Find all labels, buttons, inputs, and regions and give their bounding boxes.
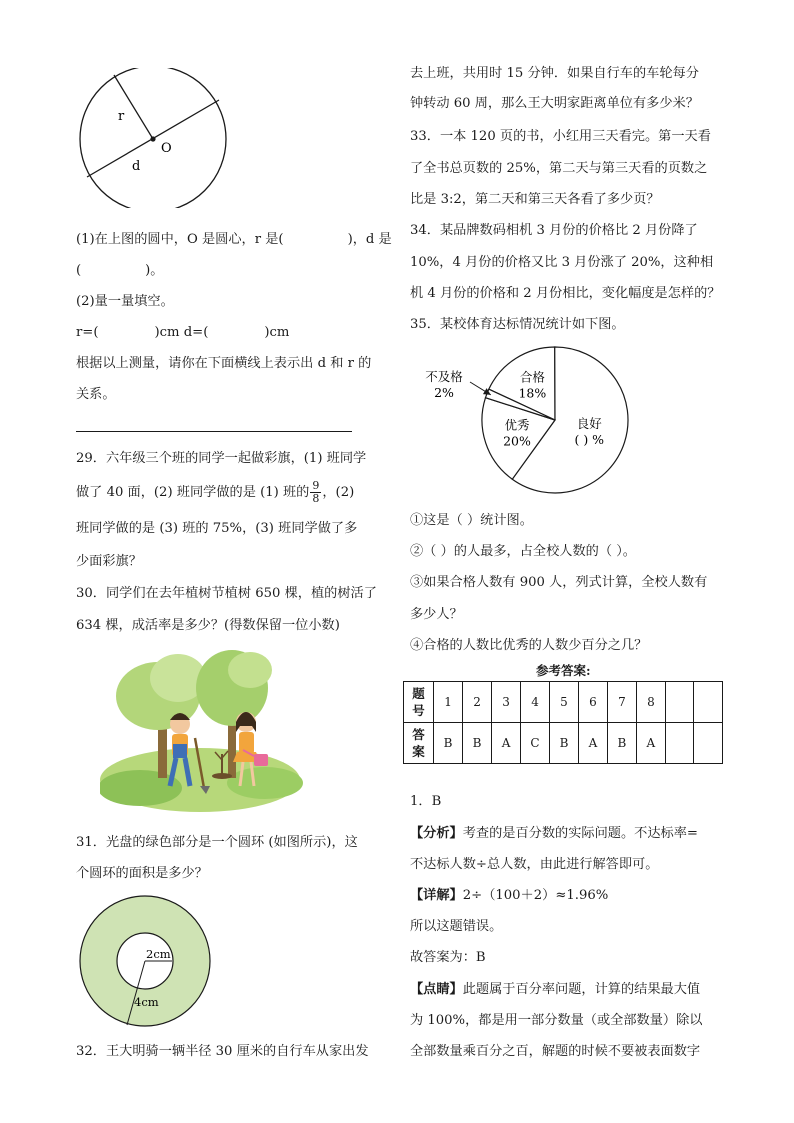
pie-label: 不及格 bbox=[425, 369, 463, 384]
q28-line2: ( )。 bbox=[76, 263, 164, 278]
pie-value-label: 2% bbox=[434, 385, 454, 400]
table-cell: 3 bbox=[492, 682, 521, 723]
solution-note1: 【点睛】此题属于百分率问题，计算的结果最大值 bbox=[410, 982, 701, 997]
q32-line2: 去上班，共用时 15 分钟．如果自行车的车轮每分 bbox=[410, 66, 699, 81]
q35-title: 35．某校体育达标情况统计如下图。 bbox=[410, 317, 625, 332]
pie-label: 良好 bbox=[576, 416, 602, 432]
table-cell: 8 bbox=[636, 682, 665, 723]
solution-number: 1．B bbox=[410, 794, 442, 809]
solution-detail: 【详解】2÷（100＋2）≈1.96% bbox=[410, 888, 609, 903]
solution-analysis1: 【分析】考查的是百分数的实际问题。不达标率= bbox=[410, 826, 698, 841]
q28-line4: r=( )cm d=( )cm bbox=[76, 325, 290, 340]
table-cell bbox=[694, 723, 723, 764]
q35-sub3b: 多少人？ bbox=[410, 607, 463, 622]
table-cell bbox=[665, 682, 694, 723]
solution-note3: 全部数量乘百分之百，解题的时候不要被表面数字 bbox=[410, 1044, 701, 1059]
pie-label: 优秀 bbox=[504, 417, 530, 433]
q35-sub3a: ③如果合格人数有 900 人，列式计算，全校人数有 bbox=[410, 575, 708, 590]
solution-analysis2: 不达标人数÷总人数，由此进行解答即可。 bbox=[410, 857, 659, 872]
q31-line1: 31．光盘的绿色部分是一个圆环 (如图所示)，这 bbox=[76, 835, 358, 850]
table-cell: B bbox=[434, 723, 463, 764]
solution-so: 所以这题错误。 bbox=[410, 919, 503, 934]
q29-line2: 做了 40 面，(2) 班同学做的是 (1) 班的 $\frac{9}{8}$ ，(2) bbox=[76, 479, 355, 505]
solution-answer: 故答案为：B bbox=[410, 950, 486, 965]
label-r: r bbox=[118, 109, 125, 124]
q28-line5: 根据以上测量，请你在下面横线上表示出 d 和 r 的 bbox=[76, 356, 372, 371]
q33-line1: 33．一本 120 页的书，小红用三天看完。第一天看 bbox=[410, 129, 711, 144]
q30-line2: 634 棵，成活率是多少？(得数保留一位小数) bbox=[76, 618, 340, 633]
label-o: O bbox=[161, 141, 172, 156]
table-cell: 6 bbox=[578, 682, 607, 723]
q28-line3: (2)量一量填空。 bbox=[76, 294, 174, 309]
q32-line1: 32．王大明骑一辆半径 30 厘米的自行车从家出发 bbox=[76, 1044, 369, 1059]
q31-line2: 个圆环的面积是多少？ bbox=[76, 866, 208, 881]
q34-line3: 机 4 月份的价格和 2 月份相比，变化幅度是怎样的？ bbox=[410, 286, 721, 301]
table-cell: 7 bbox=[607, 682, 636, 723]
answer-letter-row bbox=[404, 723, 723, 764]
q34-line1: 34．某品牌数码相机 3 月份的价格比 2 月份降了 bbox=[410, 223, 698, 238]
table-cell bbox=[694, 682, 723, 723]
pie-value-label: ( ) % bbox=[574, 432, 605, 448]
q28-line6: 关系。 bbox=[76, 387, 116, 402]
q33-line3: 比是 3:2，第二天和第三天各看了多少页？ bbox=[410, 192, 660, 207]
pie-value-label: 18% bbox=[518, 385, 547, 401]
tree-planting-illustration bbox=[100, 648, 310, 818]
q29-line4: 少面彩旗？ bbox=[76, 554, 142, 569]
table-cell: A bbox=[636, 723, 665, 764]
q34-line2: 10%，4 月份的价格又比 3 月份涨了 20%，这种相 bbox=[410, 255, 714, 270]
table-cell: A bbox=[578, 723, 607, 764]
pie-value-label: 20% bbox=[503, 433, 531, 449]
table-cell: C bbox=[521, 723, 550, 764]
table-cell: 1 bbox=[434, 682, 463, 723]
answer-number-row bbox=[404, 682, 723, 723]
q33-line2: 了全书总页数的 25%，第二天与第三天看的页数之 bbox=[410, 161, 708, 176]
label-d: d bbox=[132, 159, 141, 174]
header-q: 题 号 bbox=[404, 682, 434, 723]
fraction: $\frac{9}{8}$ bbox=[312, 479, 320, 505]
answer-line bbox=[76, 431, 352, 432]
pie-chart bbox=[410, 342, 640, 497]
header-a: 答 案 bbox=[404, 723, 434, 764]
q29-line3: 班同学做的是 (3) 班的 75%，(3) 班同学做了多 bbox=[76, 521, 358, 536]
table-cell bbox=[665, 723, 694, 764]
answer-table bbox=[403, 681, 723, 764]
table-cell: A bbox=[492, 723, 521, 764]
q32-line3: 钟转动 60 周，那么王大明家距离单位有多少米？ bbox=[410, 96, 699, 111]
q35-sub1: ①这是（ ）统计图。 bbox=[410, 513, 533, 528]
q28-line1: (1)在上图的圆中，O 是圆心，r 是( )，d 是 bbox=[76, 232, 392, 247]
table-cell: B bbox=[607, 723, 636, 764]
inner-radius-label: 2cm bbox=[146, 947, 171, 961]
q35-sub2: ②（ ）的人最多，占全校人数的（ ）。 bbox=[410, 544, 636, 559]
outer-radius-label: 4cm bbox=[134, 995, 159, 1009]
q30-line1: 30．同学们在去年植树节植树 650 棵，植的树活了 bbox=[76, 586, 377, 601]
table-cell: B bbox=[550, 723, 579, 764]
q29-line1: 29．六年级三个班的同学一起做彩旗，(1) 班同学 bbox=[76, 451, 367, 466]
circle-figure bbox=[76, 68, 236, 208]
table-cell: 2 bbox=[463, 682, 492, 723]
table-cell: 4 bbox=[521, 682, 550, 723]
ring-figure bbox=[78, 894, 214, 1030]
answers-title: 参考答案: bbox=[536, 663, 591, 678]
pie-label: 合格 bbox=[519, 369, 545, 385]
solution-note2: 为 100%，都是用一部分数量（或全部数量）除以 bbox=[410, 1013, 703, 1028]
q35-sub4: ④合格的人数比优秀的人数少百分之几？ bbox=[410, 638, 648, 653]
table-cell: 5 bbox=[550, 682, 579, 723]
table-cell: B bbox=[463, 723, 492, 764]
